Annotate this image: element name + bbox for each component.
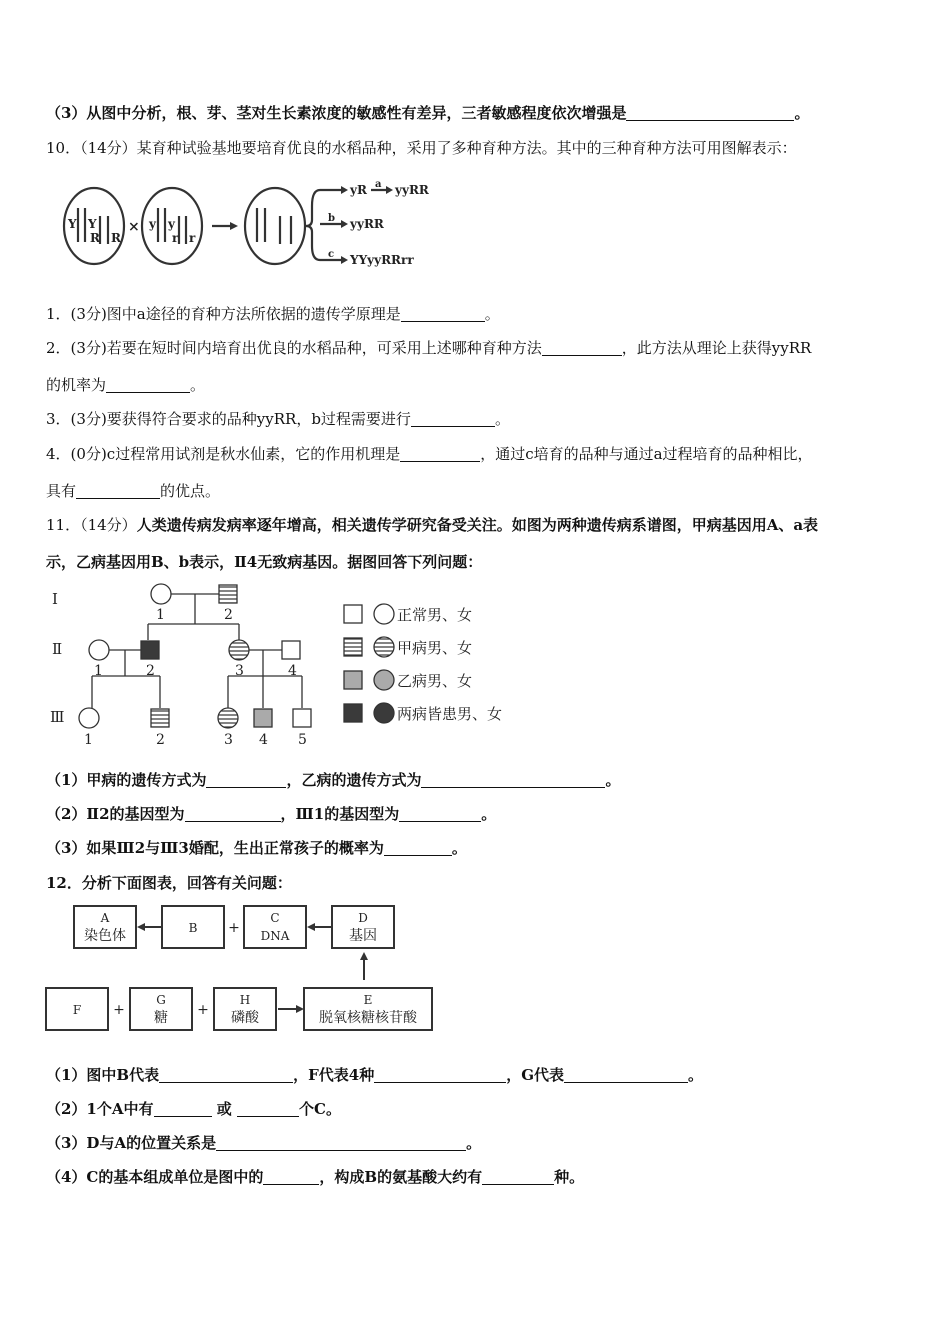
III-1-normal-female xyxy=(79,708,99,728)
branch-a-to: yyRR xyxy=(395,183,429,197)
box-g-name: 糖 xyxy=(154,1010,168,1026)
answer-blank[interactable] xyxy=(482,1169,554,1185)
branch-a-label: a xyxy=(375,179,382,190)
branch-c-label: c xyxy=(328,249,335,260)
plus-sign: + xyxy=(228,920,240,936)
box-h-name: 磷酸 xyxy=(231,1010,259,1026)
branch-c-to: YYyyRRrr xyxy=(350,253,414,267)
q11-p1: （1）甲病的遗传方式为 ，乙病的遗传方式为 。 xyxy=(46,771,621,789)
answer-blank[interactable] xyxy=(106,377,190,393)
gene-label: r xyxy=(172,231,179,245)
individual-number: 4 xyxy=(288,663,297,679)
answer-blank[interactable] xyxy=(216,1135,466,1151)
III-2-jia-male xyxy=(151,709,169,727)
box-h-letter: H xyxy=(239,993,251,1007)
q12-p1: （1）图中B代表 ，F代表4种 ，G代表 。 xyxy=(46,1066,704,1084)
legend-label: 乙病男、女 xyxy=(397,672,473,690)
q10-s2: 2．(3分)若要在短时间内培育出优良的水稻品种，可采用上述哪种育种方法 ，此方法从理论上获得yyRR xyxy=(46,339,812,357)
answer-blank[interactable] xyxy=(401,306,485,322)
legend-label: 正常男、女 xyxy=(397,606,473,624)
gene-label: r xyxy=(189,231,196,245)
box-c-letter: C xyxy=(270,911,280,925)
q12-p2: （2）1个A中有 或 个C。 xyxy=(46,1100,341,1118)
answer-blank[interactable] xyxy=(263,1169,319,1185)
box-a-name: 染色体 xyxy=(84,928,126,944)
box-g-letter: G xyxy=(156,993,166,1007)
gene-label: R xyxy=(111,231,121,245)
q11-intro: 11．（14分）人类遗传病发病率逐年增高，相关遗传学研究备受关注。如图为两种遗传病系谱图，甲病基因用A、a表 xyxy=(46,516,819,534)
II-1-normal-female xyxy=(89,640,109,660)
breeding-diagram xyxy=(62,176,432,276)
pedigree-chart xyxy=(46,582,526,752)
q10-s4-cont: 具有 的优点。 xyxy=(46,482,221,500)
legend-label: 两病皆患男、女 xyxy=(397,705,503,723)
individual-number: 3 xyxy=(235,663,244,679)
III-3-jia-female xyxy=(218,708,238,728)
box-f-letter: F xyxy=(72,1003,82,1017)
gene-label: Y xyxy=(68,217,77,231)
box-a-letter: A xyxy=(100,911,110,925)
answer-blank[interactable] xyxy=(421,772,605,788)
q12-intro: 12．分析下面图表，回答有关问题： xyxy=(46,874,292,892)
pedigree-legend xyxy=(344,604,394,723)
branch-b-label: b xyxy=(328,213,335,224)
individual-number: 4 xyxy=(259,732,268,748)
individual-number: 2 xyxy=(156,732,165,748)
individual-number: 1 xyxy=(156,607,165,623)
q10-s2-cont: 的机率为 。 xyxy=(46,376,206,394)
I-2-jia-male xyxy=(219,585,237,603)
gene-label: y xyxy=(149,217,156,231)
branch-a-from: yR xyxy=(350,183,367,197)
box-d-name: 基因 xyxy=(349,928,377,944)
gene-label: y xyxy=(168,217,175,231)
individual-number: 2 xyxy=(146,663,155,679)
q11-p2: （2）Ⅱ2的基因型为 ，Ⅲ1的基因型为 。 xyxy=(46,805,497,823)
answer-blank[interactable] xyxy=(400,446,480,462)
answer-blank[interactable] xyxy=(374,1067,506,1083)
gene-label: R xyxy=(90,231,100,245)
answer-blank[interactable] xyxy=(206,772,286,788)
box-d-letter: D xyxy=(358,911,368,925)
legend-label: 甲病男、女 xyxy=(397,639,473,657)
generation-label: Ⅰ xyxy=(52,590,58,608)
hybrid-cell xyxy=(245,188,305,264)
individual-number: 3 xyxy=(224,732,233,748)
branch-b-to: yyRR xyxy=(350,217,384,231)
gene-label: Y xyxy=(88,217,97,231)
answer-blank[interactable] xyxy=(626,105,794,121)
answer-blank[interactable] xyxy=(154,1101,212,1117)
q10-s4: 4．(0分)c过程常用试剂是秋水仙素，它的作用机理是 ，通过c培育的品种与通过a过程培育的品种相比， xyxy=(46,445,813,463)
II-4-normal-male xyxy=(282,641,300,659)
individual-number: 2 xyxy=(224,607,233,623)
q12-p3: （3）D与A的位置关系是 。 xyxy=(46,1134,482,1152)
q10-intro: 10．（14分）某育种试验基地要培育优良的水稻品种，采用了多种育种方法。其中的三种育种方法可用图解表示： xyxy=(46,139,797,157)
answer-blank[interactable] xyxy=(399,806,481,822)
individual-number: 1 xyxy=(84,732,93,748)
generation-label: Ⅲ xyxy=(50,708,65,726)
individual-number: 5 xyxy=(298,732,307,748)
II-3-jia-female xyxy=(229,640,249,660)
q9-part3: （3）从图中分析，根、芽、茎对生长素浓度的敏感性有差异，三者敏感程度依次增强是 。 xyxy=(46,104,810,122)
answer-blank[interactable] xyxy=(185,806,281,822)
III-5-normal-male xyxy=(293,709,311,727)
plus-sign: + xyxy=(197,1002,209,1018)
q10-s3: 3．(3分)要获得符合要求的品种yyRR，b过程需要进行 。 xyxy=(46,410,510,428)
answer-blank[interactable] xyxy=(159,1067,293,1083)
answer-blank[interactable] xyxy=(76,483,160,499)
q11-intro-cont: 示，乙病基因用B、b表示，Ⅱ4无致病基因。据图回答下列问题： xyxy=(46,553,483,571)
gene-structure-diagram xyxy=(44,902,438,1034)
box-b-letter: B xyxy=(188,921,198,935)
II-2-both-male xyxy=(141,641,159,659)
answer-blank[interactable] xyxy=(542,340,622,356)
I-1-normal-female xyxy=(151,584,171,604)
q11-p3: （3）如果Ⅲ2与Ⅲ3婚配，生出正常孩子的概率为 。 xyxy=(46,839,467,857)
answer-blank[interactable] xyxy=(237,1101,299,1117)
q10-s1: 1．(3分)图中a途径的育种方法所依据的遗传学原理是 。 xyxy=(46,305,500,323)
plus-sign: + xyxy=(113,1002,125,1018)
box-c-name: DNA xyxy=(260,929,290,943)
individual-number: 1 xyxy=(94,663,103,679)
III-4-yi-male xyxy=(254,709,272,727)
cross-symbol: × xyxy=(128,219,140,235)
answer-blank[interactable] xyxy=(384,840,452,856)
answer-blank[interactable] xyxy=(564,1067,688,1083)
generation-label: Ⅱ xyxy=(52,640,63,658)
answer-blank[interactable] xyxy=(411,411,495,427)
q12-p4: （4）C的基本组成单位是图中的 ，构成B的氨基酸大约有 种。 xyxy=(46,1168,585,1186)
box-e-name: 脱氧核糖核苷酸 xyxy=(319,1010,417,1026)
box-e-letter: E xyxy=(363,993,373,1007)
